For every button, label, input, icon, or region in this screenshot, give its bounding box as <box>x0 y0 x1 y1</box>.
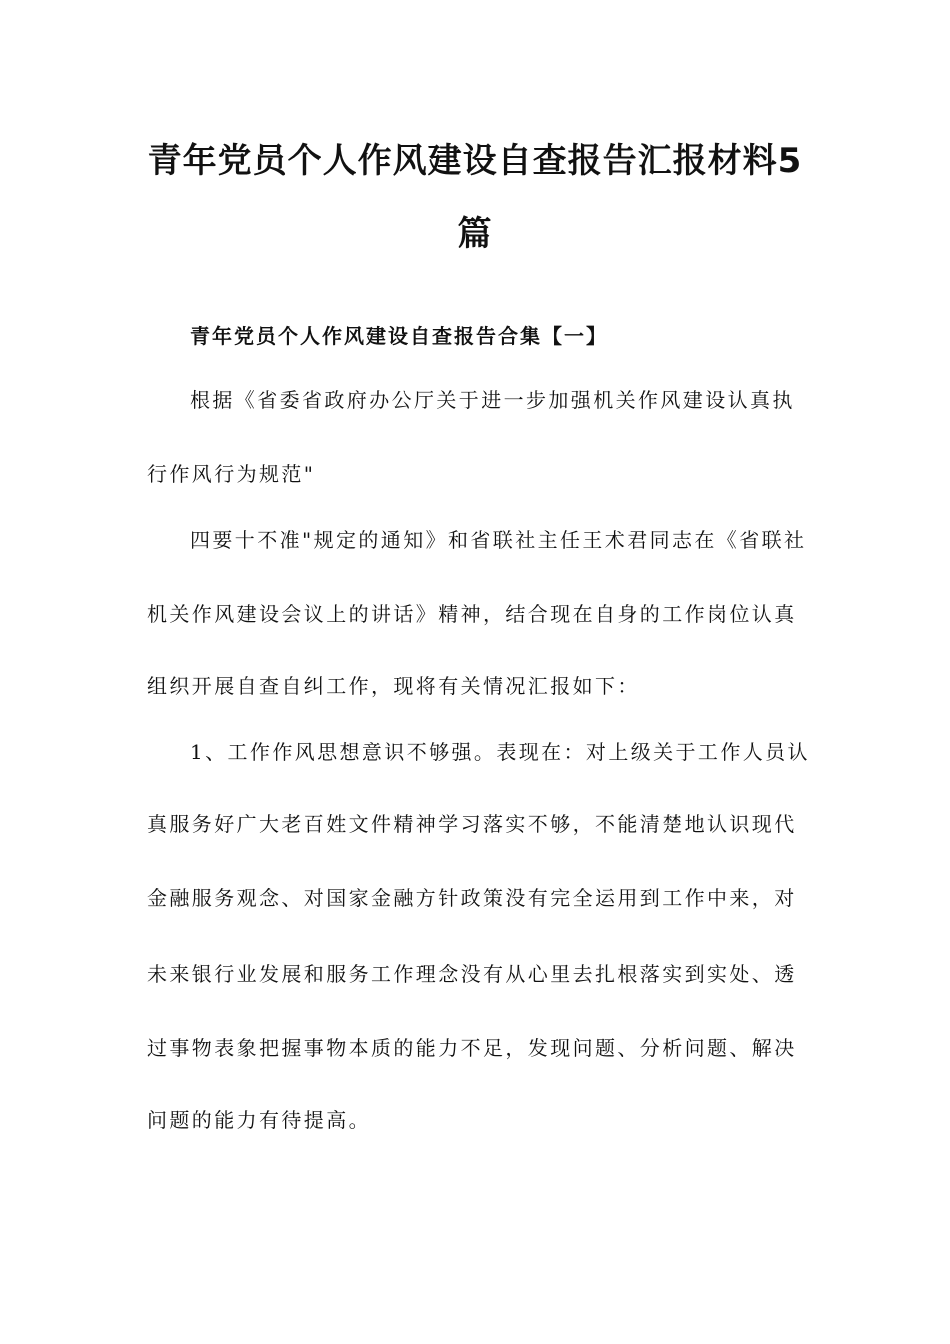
paragraph-line: 行作风行为规范" <box>147 462 316 486</box>
paragraph-line: 组织开展自查自纠工作，现将有关情况汇报如下： <box>147 674 640 698</box>
paragraph-line: 机关作风建设会议上的讲话》精神，结合现在自身的工作岗位认真 <box>147 602 797 626</box>
paragraph-line: 金融服务观念、对国家金融方针政策没有完全运用到工作中来，对 <box>147 886 797 910</box>
paragraph-line: 问题的能力有待提高。 <box>147 1108 371 1132</box>
document-title-line-1: 青年党员个人作风建设自查报告汇报材料5 <box>147 141 803 181</box>
document-title-line-2: 篇 <box>457 214 493 254</box>
section-heading: 青年党员个人作风建设自查报告合集【一】 <box>190 324 608 348</box>
paragraph-line: 四要十不准"规定的通知》和省联社主任王术君同志在《省联社 <box>190 528 807 552</box>
paragraph-line: 1、工作作风思想意识不够强。表现在：对上级关于工作人员认 <box>190 740 810 764</box>
paragraph-line: 过事物表象把握事物本质的能力不足，发现问题、分析问题、解决 <box>147 1036 797 1060</box>
paragraph-line: 根据《省委省政府办公厅关于进一步加强机关作风建设认真执 <box>190 388 795 412</box>
paragraph-line: 真服务好广大老百姓文件精神学习落实不够，不能清楚地认识现代 <box>147 812 797 836</box>
paragraph-line: 未来银行业发展和服务工作理念没有从心里去扎根落实到实处、透 <box>147 962 797 986</box>
